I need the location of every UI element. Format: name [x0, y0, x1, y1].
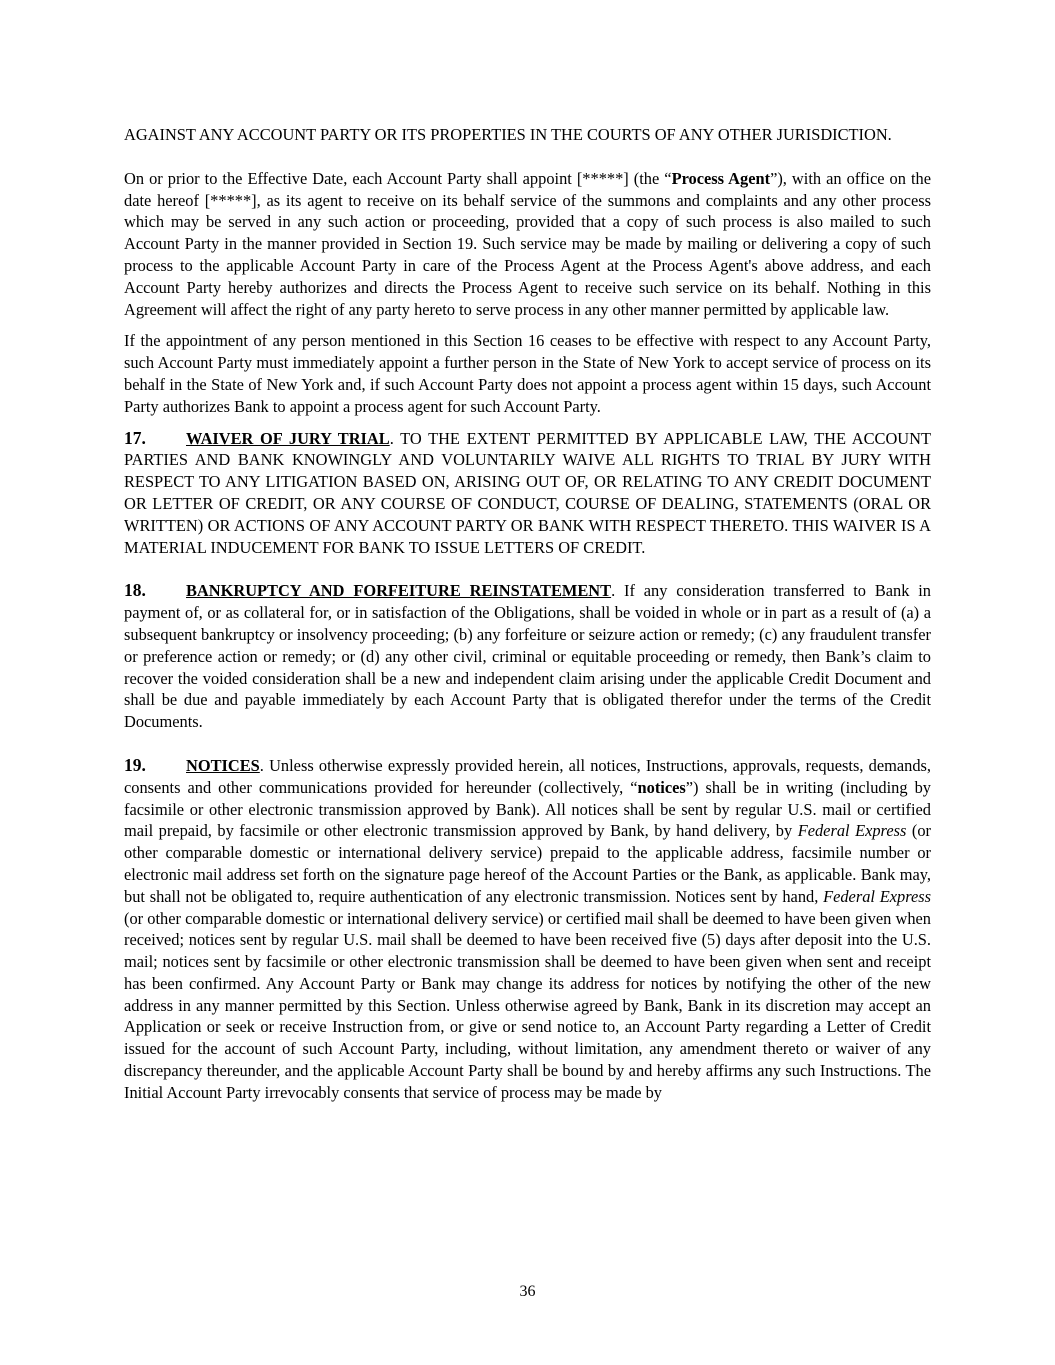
process-agent-text-a: On or prior to the Effective Date, each Account Party shall appoint [*****] (the “	[124, 168, 672, 188]
page-number: 36	[519, 1283, 536, 1300]
section-19-body-b: ”) shall be in writing (including by facsimile or other electronic transmission approved by Bank). All notices shall be sent by regular U.S. mail or certified mail prepaid, by facsimile or other electronic transmission approved by Bank, by hand delivery, by	[124, 777, 931, 841]
section-19-fedex-2: Federal Express	[823, 886, 931, 906]
section-19-body-c: (or other comparable domestic or international delivery service) prepaid to the applicable address, facsimile number or electronic mail address set forth on the signature page hereof of the Account Parties or the Bank, as applicable. Bank may, but shall not be obligated to, require authentication of any electronic transmission. Notices sent by hand,	[124, 821, 931, 906]
section-19-title: NOTICES	[186, 755, 260, 775]
section-18-body: . If any consideration transferred to Bank in payment of, or as collateral for, or in satisfaction of the Obligations, shall be voided in whole or in part as a result of (a) a subsequent bankruptcy or insolvency proceeding; (b) any forfeiture or seizure action or remedy; (c) any fraudulent transfer or preference action or remedy; or (d) any other civil, criminal or equitable proceeding or remedy, then Bank’s claim to recover the voided consideration shall be a new and independent claim arising under the applicable Credit Document and shall be due and payable immediately by each Account Party that is obligated therefor under the terms of the Credit Documents.	[124, 581, 931, 732]
section-19-term: notices	[637, 777, 686, 797]
section-19	[124, 755, 931, 1104]
process-agent-paragraph	[124, 168, 931, 321]
process-agent-appointment-paragraph: If the appointment of any person mentioned in this Section 16 ceases to be effective with respect to any Account Party, such Account Party must immediately appoint a further person in the State of New York to accept service of process on its behalf in the State of New York and, if such Account Party does not appoint a process agent within 15 days, such Account Party authorizes Bank to appoint a process agent for such Account Party.	[124, 331, 931, 416]
section-19-body-a: . Unless otherwise expressly provided herein, all notices, Instructions, approvals, requests, demands, consents and other communications provided for hereunder (collectively, “	[124, 755, 931, 797]
process-agent-term: Process Agent	[671, 168, 771, 188]
intro-paragraph: AGAINST ANY ACCOUNT PARTY OR ITS PROPERTIES IN THE COURTS OF ANY OTHER JURISDICTION.	[124, 125, 892, 144]
section-19-number: 19.	[124, 754, 146, 775]
document-page	[124, 124, 931, 1104]
section-19-body-d: (or other comparable domestic or international delivery service) or certified mail shall be deemed to have been given when received; notices sent by regular U.S. mail shall be deemed to have been received five (5) days after deposit into the U.S. mail; notices sent by facsimile or other electronic transmission shall be deemed to have been given when sent and receipt has been confirmed. Any Account Party or Bank may change its address for notices by notifying the other of the new address in any manner permitted by this Section. Unless otherwise agreed by Bank, Bank in its discretion may accept an Application or seek or receive Instruction from, or give or send notice to, an Account Party regarding a Letter of Credit issued for the account of such Account Party, including, without limitation, any amendment thereto or waiver of any discrepancy thereunder, and the applicable Account Party shall be bound by and hereby affirms any such Instructions. The Initial Account Party irrevocably consents that service of process may be made by	[124, 908, 931, 1102]
section-18-title: BANKRUPTCY AND FORFEITURE REINSTATEMENT	[186, 581, 612, 601]
section-17-title: WAIVER OF JURY TRIAL	[186, 428, 390, 448]
section-17	[124, 428, 931, 559]
section-18	[124, 580, 931, 733]
section-18-number: 18.	[124, 580, 146, 601]
section-19-fedex-1: Federal Express	[797, 821, 907, 841]
process-agent-text-b: ”), with an office on the date hereof [*****], as its agent to receive on its behalf service of the summons and complaints and any other process which may be served in any such action or proceeding, provided that a copy of such process is also mailed to such Account Party in the manner provided in Section 19. Such service may be made by mailing or delivering a copy of such process to the applicable Account Party in care of the Process Agent at the Process Agent's above address, and each Account Party hereby authorizes and directs the Process Agent to receive such service on its behalf. Nothing in this Agreement will affect the right of any party hereto to serve process in any other manner permitted by applicable law.	[124, 168, 931, 319]
section-17-body: . TO THE EXTENT PERMITTED BY APPLICABLE LAW, THE ACCOUNT PARTIES AND BANK KNOWINGLY AND VOLUNTARILY WAIVE ALL RIGHTS TO TRIAL BY JURY WITH RESPECT TO ANY LITIGATION BASED ON, ARISING OUT OF, OR RELATING TO ANY CREDIT DOCUMENT OR LETTER OF CREDIT, OR ANY COURSE OF CONDUCT, COURSE OF DEALING, STATEMENTS (ORAL OR WRITTEN) OR ACTIONS OF ANY ACCOUNT PARTY OR BANK WITH RESPECT THERETO. THIS WAIVER IS A MATERIAL INDUCEMENT FOR BANK TO ISSUE LETTERS OF CREDIT.	[124, 428, 931, 557]
section-17-number: 17.	[124, 427, 146, 448]
